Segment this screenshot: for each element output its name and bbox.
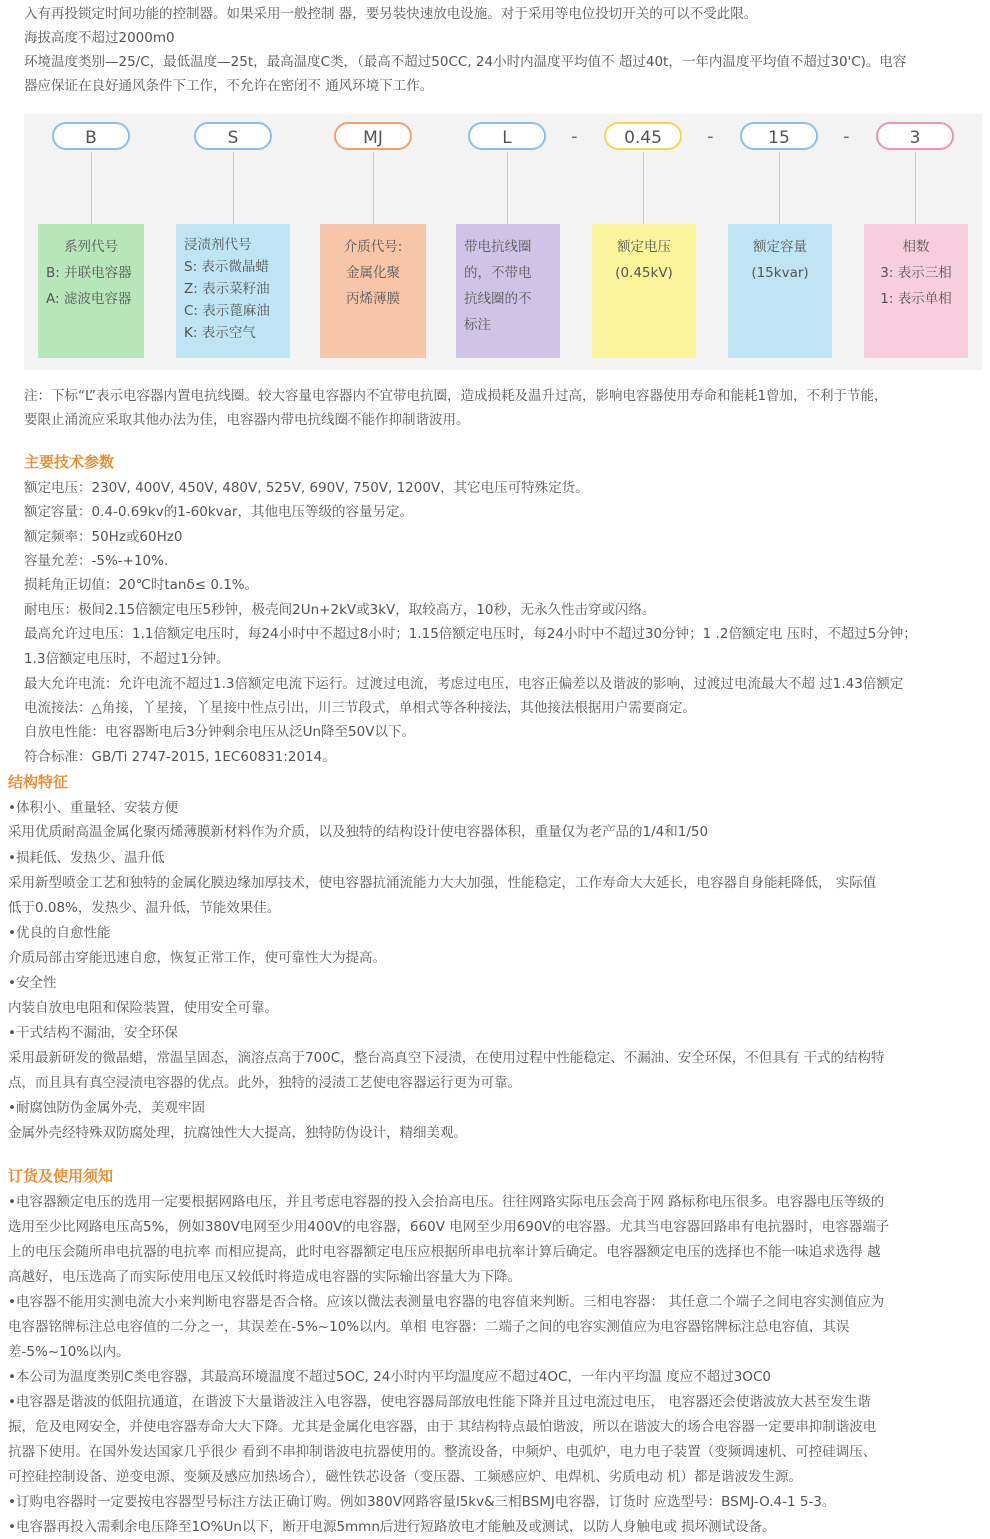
tech-line: 1.3倍额定电压时，不超过1分钟。 — [24, 651, 230, 667]
tech-line: 额定频率：50Hz或60Hz0 — [24, 529, 183, 545]
desc-line: 相数 — [902, 239, 930, 255]
feature-line: 采用最新研发的微晶蜡，常温呈固态，滴溶点高于700C，整台高真空下浸渍，在使用过程中性能稳定、不漏油、安全环保，不但具有 干式的结构特 — [8, 1050, 885, 1066]
order-line: •电容器是谐波的低阻抗通道，在谐波下大量谐波注入电容器，使电容器局部放电性能下降并且过电流过电压， 电容器还会使谐波放大甚至发生谐 — [8, 1394, 871, 1410]
tech-line: 耐电压：极间2.15倍额定电压5秒钟，极壳间2Un+2kV或3kV，取较高方，10秒，无永久性击穿或闪络。 — [24, 602, 656, 618]
desc-line: 介质代号: — [343, 239, 403, 255]
order-line: 电容器铭牌标注总电容值的二分之一，其误差在-5%~10%以内。单相 电容器：二端子之间的电容实测值应为电容器铭牌标注总电容值，其误 — [8, 1319, 850, 1335]
note-line: 要限止涌流应采取其他办法为佳，电容器内带电抗线圈不能作抑制谐波用。 — [24, 412, 470, 428]
intro-line: 环境温度类别—25/C，最低温度—25t，最高温度C类，（最高不超过50CC, 24小时内温度平均值不 超过40t，一年内温度平均值不超过30'C)。电容 — [24, 54, 907, 70]
desc-line: 额定电压 — [617, 239, 671, 255]
desc-box-phase — [864, 224, 968, 358]
desc-box-voltage — [592, 224, 696, 358]
tech-line: 自放电性能：电容器断电后3分钟剩余电压从泛Un降至50V以下。 — [24, 724, 415, 740]
order-line: •电容器再投入需剩余电压降至1O%Un以下，断开电源5mmn后进行短路放电才能触及或测试，以防人身触电或 损坏测试设备。 — [8, 1519, 776, 1535]
desc-box-capacity — [728, 224, 832, 358]
connector-line — [779, 152, 780, 224]
connector-line — [643, 152, 644, 224]
feature-line: 点，而且具有真空浸渍电容器的优点。此外，独特的浸渍工艺使电容器运行更为可靠。 — [8, 1075, 521, 1091]
tech-line: 额定电压：230V, 400V, 450V, 480V, 525V, 690V, 750V, 1200V，其它电压可特殊定货。 — [24, 480, 589, 496]
feature-line: 内装自放电电阻和保险装置，使用安全可靠。 — [8, 1000, 278, 1016]
feature-line: 采用新型喷金工艺和独特的金属化膜边缘加厚技术，使电容器抗涌流能力大大加强，性能稳定，工作寿命大大延长，电容器自身能耗降低， 实际值 — [8, 875, 877, 891]
desc-line: 1: 表示单相 — [880, 291, 952, 307]
order-line: •订购电容器时一定要按电容器型号标注方法正确订购。例如380V网路容量l5kv&三相BSMJ电容器，订货时 应选型号：BSMJ-O.4-1 5-3。 — [8, 1494, 836, 1510]
section-heading-tech: 主要技术参数 — [24, 453, 115, 471]
tech-line: 额定容量：0.4-0.69kv的1-60kvar，其他电压等级的容量另定。 — [24, 504, 413, 520]
desc-line: A: 滤波电容器 — [46, 291, 132, 307]
feature-line: 金属外壳经特殊双防腐处理，抗腐蚀性大大提高，独特防伪设计，精细美观。 — [8, 1125, 467, 1141]
intro-line: 器应保证在良好通风条件下工作，不允许在密闭不 通风环境下工作。 — [24, 78, 434, 94]
order-line: 抗器下使用。在国外发达国家几乎很少 看到不串抑制谐波电抗器使用的。整流设备，中频炉、电弧炉，电力电子装置（变频调速机、可控硅调压、 — [8, 1444, 877, 1460]
desc-line: S: 表示微晶蜡 — [184, 259, 269, 275]
note-line: 注：下标“L”表示电容器内置电抗线圈。较大容量电容器内不宜带电抗圈，造成损耗及温升过高，影响电容器使用寿命和能耗1曾加，不利于节能， — [24, 388, 888, 404]
desc-box-series — [38, 224, 144, 358]
code-pill-capacity: 15 — [740, 122, 818, 150]
code-pill-series: B — [52, 122, 130, 150]
desc-line: 金属化聚 — [346, 265, 400, 281]
connector-line — [233, 152, 234, 224]
section-heading-order: 订货及使用须知 — [8, 1167, 114, 1185]
desc-line: B: 并联电容器 — [46, 265, 132, 281]
desc-line: 带电抗线圈 — [464, 239, 532, 255]
feature-line: •安全性 — [8, 975, 57, 991]
connector-line — [373, 152, 374, 224]
desc-line: 抗线圈的不 — [464, 291, 532, 307]
order-line: •电容器额定电压的选用一定要根据网路电压，并且考虑电容器的投入会抬高电压。往往网路实际电压会高于网 路标称电压很多。电容器电压等级的 — [8, 1194, 885, 1210]
desc-line: 丙烯薄膜 — [346, 291, 400, 307]
order-line: 选用至少比网路电压高5%，例如380V电网至少用400V的电容器，660V 电网至少用690V的电容器。尤其当电容器回路串有电抗器时，电容器端子 — [8, 1219, 890, 1235]
order-line: •本公司为温度类别C类电容器，其最高环境温度不超过5OC, 24小时内平均温度应不超过4OC，一年内平均温 度应不超过3OC0 — [8, 1369, 771, 1385]
desc-line: 系列代号 — [64, 239, 118, 255]
order-line: 上的电压会随所串电抗器的电抗率 而相应提高，此时电容器额定电压应根据所串电抗率计算后确定。电容器额定电压的选择也不能一味追求选得 越 — [8, 1244, 881, 1260]
connector-line — [91, 152, 92, 224]
separator-dash: - — [571, 126, 578, 147]
connector-line — [915, 152, 916, 224]
desc-line: C: 表示蓖麻油 — [184, 303, 270, 319]
feature-line: 采用优质耐高温金属化聚丙烯薄膜新材料作为介质，以及独特的结构设计使电容器体积，重量仅为老产品的1/4和1/50 — [8, 824, 709, 840]
tech-line: 最大允许电流：允许电流不超过1.3倍额定电流下运行。过渡过电流，考虑过电压，电容正偏差以及谐波的影响，过渡过电流最大不超 过1.43倍额定 — [24, 676, 904, 692]
desc-line: 的，不带电 — [464, 265, 532, 281]
desc-line: 额定容量 — [753, 239, 807, 255]
order-line: •电容器不能用实测电流大小来判断电容器是否合格。应该以微法表测量电容器的电容值来判断。三相电容器： 其任意二个端子之间电容实测值应为 — [8, 1294, 885, 1310]
feature-line: •体积小、重量轻、安装方便 — [8, 800, 178, 816]
code-pill-phase: 3 — [876, 122, 954, 150]
code-pill-voltage: 0.45 — [604, 122, 682, 150]
feature-line: 低于0.08%，发热少、温升低，节能效果佳。 — [8, 900, 281, 916]
desc-line: Z: 表示菜籽油 — [184, 281, 270, 297]
code-pill-impregnant: S — [194, 122, 272, 150]
code-pill-dielectric: MJ — [334, 122, 412, 150]
tech-line: 最高允许过电压：1.1倍额定电压时，每24小时中不超过8小时；1.15倍额定电压时，每24小时中不超过30分钟；1 .2倍额定电 压时，不超过5分钟； — [24, 626, 917, 642]
order-line: 差-5%~10%以内。 — [8, 1344, 130, 1360]
feature-line: 介质局部击穿能迅速自愈，恢复正常工作，使可靠性大为提高。 — [8, 950, 386, 966]
feature-line: •优良的自愈性能 — [8, 925, 111, 941]
desc-line: 标注 — [464, 317, 491, 333]
desc-box-reactor — [456, 224, 560, 358]
feature-line: •干式结构不漏油，安全环保 — [8, 1025, 178, 1041]
model-code-diagram — [24, 114, 982, 370]
desc-line: K: 表示空气 — [184, 325, 256, 341]
desc-line: 3: 表示三相 — [880, 265, 952, 281]
intro-line: 海拔高度不超过2000m0 — [24, 30, 175, 46]
tech-line: 符合标准：GB/Ti 2747-2015, 1EC60831:2014。 — [24, 749, 336, 765]
order-line: 可控硅控制设备、逆变电源、变频及感应加热场合），磁性铁芯设备（变压器、工频感应炉、电焊机、劣质电动 机）都是谐波发生源。 — [8, 1469, 803, 1485]
desc-line: (15kvar) — [751, 265, 809, 281]
order-line: 振，危及电网安全，并使电容器寿命大大下降。尤其是金属化电容器，由于 其结构特点最怕谐波，所以在谐波大的场合电容器一定要串抑制谐波电 — [8, 1419, 877, 1435]
desc-line: 浸渍剂代号 — [184, 237, 252, 253]
connector-line — [507, 152, 508, 224]
desc-line: (0.45kV) — [615, 265, 673, 281]
tech-line: 容量允差：-5%-+10%. — [24, 553, 169, 569]
tech-line: 损耗角正切值：20℃时tanδ≤ 0.1%。 — [24, 577, 259, 593]
code-pill-reactor: L — [468, 122, 546, 150]
desc-box-dielectric — [320, 224, 426, 358]
feature-line: •损耗低、发热少、温升低 — [8, 850, 165, 866]
intro-line: 入有再投锁定时间功能的控制器。如果采用一般控制 器，要另装快速放电设施。对于采用等电位投切开关的可以不受此限。 — [24, 6, 758, 22]
desc-box-impregnant — [176, 224, 290, 358]
section-heading-features: 结构特征 — [8, 773, 69, 791]
tech-line: 电流接法：△角接，丫星接，丫星接中性点引出，川三节段式，单相式等各种接法，其他接法根据用户需要商定。 — [24, 700, 696, 716]
feature-line: •耐腐蚀防伪金属外壳，美观牢固 — [8, 1100, 205, 1116]
separator-dash: - — [707, 126, 714, 147]
separator-dash: - — [843, 126, 850, 147]
order-line: 高越好，电压选高了而实际使用电压又较低时将造成电容器的实际输出容量大为下降。 — [8, 1269, 521, 1285]
